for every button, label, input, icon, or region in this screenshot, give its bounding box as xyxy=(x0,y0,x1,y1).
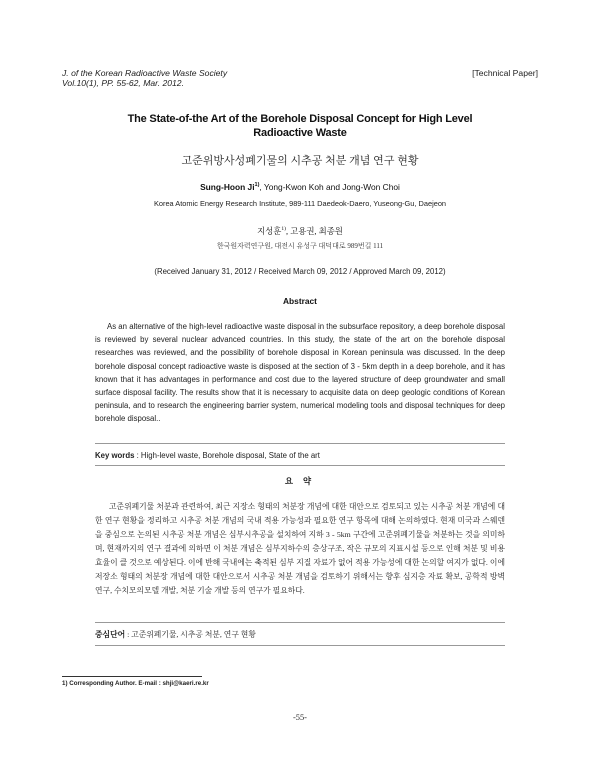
author-footnote-mark: 1) xyxy=(254,182,260,189)
keywords-top-rule xyxy=(95,443,505,444)
received-dates: (Received January 31, 2012 / Received March 09, 2012 / Approved March 09, 2012) xyxy=(154,267,446,276)
korean-title: 고준위방사성폐기물의 시추공 처분 개념 연구 현황 xyxy=(181,155,419,167)
korean-keywords-bottom-rule xyxy=(95,645,505,646)
korean-abstract-text: 고준위폐기물 처분과 관련하여, 최근 지장소 형태의 처분장 개념에 대한 대안으로 검토되고 있는 시추공 처분 개념에 대한 연구 현황을 정리하고 시추공 처분 개념의 국내 적용 가능성과 필요한 연구 항목에 대해 논의하였다. 현재 미국과 스웨덴을 중심으로 논의된 시추공 처분 개념은 심부시추공을 설치하여 지하 3 - 5km 구간에 고준위폐기물을 처분하는 것을 의미하며, 현재까지의 연구 결과에 의하면 이 처분 개념은 심부지하수의 층상구조, 작은 규모의 지표시설 등으로 인해 처분 및 비용 효율이 클 것으로 예상된다. 이에 반해 국내에는 축적된 심부 지질 자료가 없어 적용 가능성에 대한 논의할 여지가 없다. 이에 저장소 형태의 처분장 개념에 대한 대안으로서 시추공 처분 개념을 검토하기 위해서는 향후 심지층 자료 확보, 공학적 방벽 연구, 수치모의모델 개발, 처분 기술 개발 등의 연구가 필요하다. xyxy=(95,502,505,595)
korean-abstract-heading: 요 약 xyxy=(284,477,316,486)
korean-coauthors: , 고용권, 최종원 xyxy=(285,227,343,236)
korean-author-footnote-mark: 1) xyxy=(281,226,286,233)
author-list xyxy=(60,182,540,192)
journal-citation xyxy=(62,68,227,88)
abstract-text: As an alternative of the high-level radioactive waste disposal in the subsurface repository, a deep borehole disposal is reviewed by several nuclear advanced countries. In this study, the state of the art on the borehole disposal researches was reviewed, and the possibility of borehole disposal in Korean peninsula was discussed. In the deep borehole disposal concept radioactive waste is disposed at the section of 3 - 5km depth in a deep borehole, and it has known that it has advantages in performance and cost due to the layered structure of deep groundwater and small surface disposal facility. The results show that it is necessary to acquisite data on deep geologic conditions of Korean peninsula, and to research the engineering barrier system, numerical modeling tools and disposal techniques for deep borehole disposal.. xyxy=(95,322,505,424)
page-number: -55- xyxy=(293,713,307,722)
journal-volume: Vol.10(1), PP. 55-62, Mar. 2012. xyxy=(62,78,184,88)
title-line-2: Radioactive Waste xyxy=(253,127,347,139)
keywords-text: : High-level waste, Borehole disposal, State of the art xyxy=(134,451,320,460)
corresponding-author-footnote: 1) Corresponding Author. E-mail : shji@kaeri.re.kr xyxy=(62,680,209,687)
abstract-heading: Abstract xyxy=(283,296,317,306)
title-line-1: The State-of-the Art of the Borehole Disposal Concept for High Level xyxy=(127,113,473,125)
journal-name: J. of the Korean Radioactive Waste Society xyxy=(62,68,228,78)
korean-lead-author: 지성훈 xyxy=(257,227,282,236)
footnote-rule xyxy=(62,676,202,677)
coauthors: , Yong-Kwon Koh and Jong-Won Choi xyxy=(259,182,400,192)
korean-affiliation: 한국원자력연구원, 대전시 유성구 대덕대로 989번길 111 xyxy=(216,242,384,250)
lead-author: Sung-Hoon Ji xyxy=(200,182,255,192)
keywords-bottom-rule xyxy=(95,465,505,466)
paper-title xyxy=(60,112,540,140)
korean-keywords xyxy=(95,629,256,640)
korean-keywords-top-rule xyxy=(95,622,505,623)
korean-keywords-text: : 고준위폐기물, 시추공 처분, 연구 현황 xyxy=(125,630,256,639)
korean-keywords-label: 중심단어 xyxy=(95,630,126,639)
keywords-label: Key words xyxy=(95,451,135,460)
keywords xyxy=(95,451,320,460)
paper-type: [Technical Paper] xyxy=(472,68,538,78)
affiliation: Korea Atomic Energy Research Institute, 989-111 Daedeok-Daero, Yuseong-Gu, Daejeon xyxy=(153,199,447,208)
korean-author-list xyxy=(60,225,540,237)
